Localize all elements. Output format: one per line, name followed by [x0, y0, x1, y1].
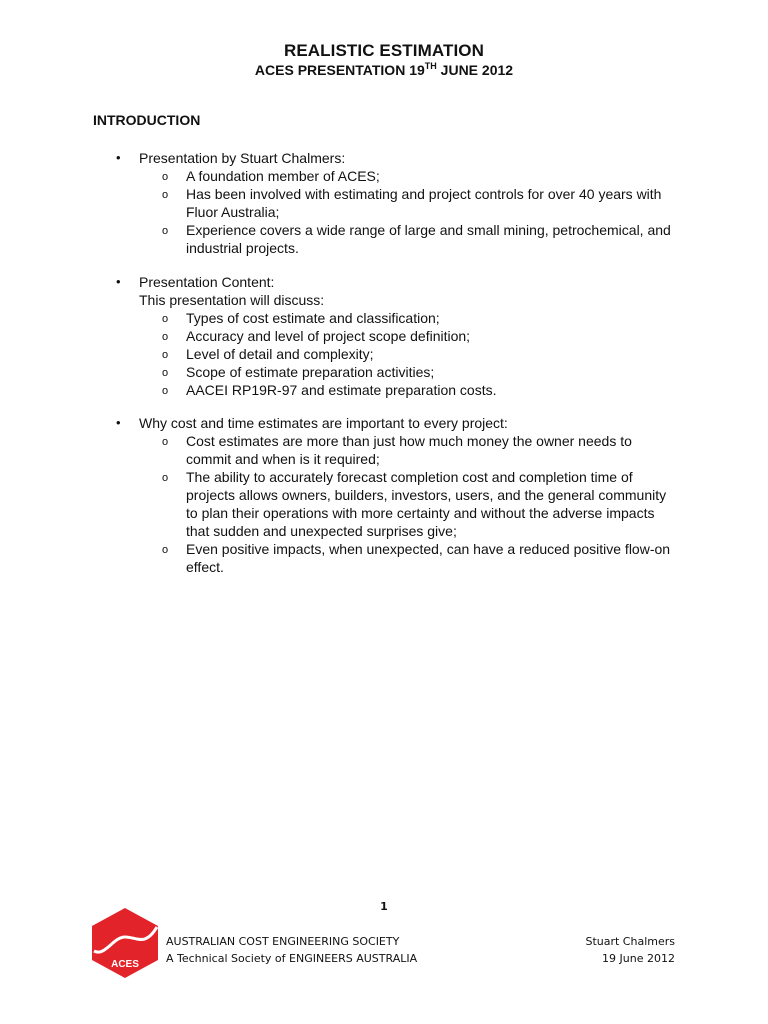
list-item-text: Has been involved with estimating and project controls for over 40 years with Fluor Australia;: [186, 186, 662, 220]
list-item: [0, 345, 674, 363]
list-item: [0, 309, 674, 327]
list-item: [0, 167, 674, 185]
list-item-text: Experience covers a wide range of large and small mining, petrochemical, and industrial projects.: [186, 222, 671, 256]
list-item-text: Accuracy and level of project scope definition;: [186, 328, 471, 344]
list-item-text: AACEI RP19R-97 and estimate preparation costs.: [186, 382, 497, 398]
subtitle-superscript: TH: [424, 61, 437, 71]
list-item: [0, 381, 674, 399]
list-item-text: Even positive impacts, when unexpected, can have a reduced positive flow-on effect.: [186, 541, 671, 575]
footer-org-tagline: A Technical Society of ENGINEERS AUSTRALIA: [166, 952, 418, 965]
sub-bullet-icon: o: [162, 331, 169, 343]
bullet-intro-text: This presentation will discuss:: [139, 292, 325, 308]
logo-text: ACES: [111, 959, 139, 970]
bullet-lead-text: Presentation by Stuart Chalmers:: [139, 150, 346, 166]
sub-bullet-icon: o: [162, 313, 169, 325]
document-title: REALISTIC ESTIMATION: [283, 41, 484, 60]
bullet-lead-text: Why cost and time estimates are important to every project:: [139, 415, 508, 431]
section-heading-introduction: INTRODUCTION: [93, 112, 201, 128]
footer-author: Stuart Chalmers: [585, 935, 675, 948]
bullet-icon: •: [116, 274, 121, 289]
sub-bullet-icon: o: [162, 367, 169, 379]
list-item-text: Level of detail and complexity;: [186, 346, 374, 362]
list-item-text: The ability to accurately forecast completion cost and completion time of projects allows owners, builders, investors, users, and the general community to plan their operations with more certainty and without the adverse impacts that sudden and unexpected surprises give;: [186, 469, 667, 539]
sub-bullet-icon: o: [162, 189, 169, 201]
sub-bullet-icon: o: [162, 544, 169, 556]
list-item-text: Scope of estimate preparation activities;: [186, 364, 435, 380]
bullet-icon: •: [116, 415, 121, 430]
page-number: 1: [380, 900, 388, 913]
subtitle-prefix: ACES PRESENTATION 19: [254, 62, 425, 78]
sub-bullet-icon: o: [162, 349, 169, 361]
list-item-text: Types of cost estimate and classification;: [186, 310, 440, 326]
aces-logo: [91, 907, 159, 979]
sub-bullet-icon: o: [162, 385, 169, 397]
list-item: [0, 221, 674, 257]
footer-organization: [166, 933, 417, 967]
sub-bullet-icon: o: [162, 225, 169, 237]
list-item: [0, 185, 674, 221]
sub-bullet-list: [0, 309, 674, 399]
list-item: [0, 432, 674, 468]
list-item: [0, 468, 674, 540]
list-item: [0, 327, 674, 345]
footer-date: 19 June 2012: [602, 952, 675, 965]
list-item-text: A foundation member of ACES;: [186, 168, 380, 184]
list-item-text: Cost estimates are more than just how much money the owner needs to commit and when is it required;: [186, 433, 632, 467]
list-item: [0, 363, 674, 381]
list-item: [0, 540, 674, 576]
sub-bullet-list: [0, 167, 674, 257]
document-subtitle: [0, 62, 768, 78]
sub-bullet-icon: o: [162, 171, 169, 183]
sub-bullet-icon: o: [162, 472, 169, 484]
bullet-lead-text: Presentation Content:: [139, 274, 275, 290]
bullet-icon: •: [116, 150, 121, 165]
sub-bullet-list: [0, 432, 674, 576]
footer-author-info: [585, 933, 675, 967]
subtitle-suffix: JUNE 2012: [436, 62, 514, 78]
footer-org-name: AUSTRALIAN COST ENGINEERING SOCIETY: [166, 935, 400, 948]
sub-bullet-icon: o: [162, 436, 169, 448]
